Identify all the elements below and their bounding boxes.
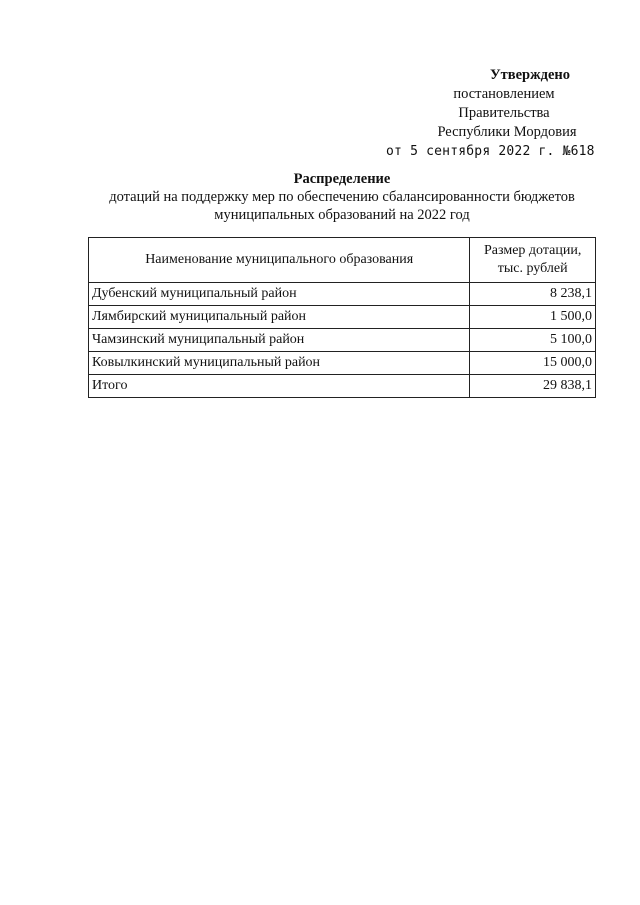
total-amount: 29 838,1	[470, 375, 596, 398]
row-municipality: Лямбирский муниципальный район	[89, 306, 470, 329]
row-municipality: Чамзинский муниципальный район	[89, 329, 470, 352]
table-row	[89, 283, 596, 306]
row-municipality: Дубенский муниципальный район	[89, 283, 470, 306]
approval-title: Утверждено	[490, 67, 570, 83]
total-label: Итого	[89, 375, 470, 398]
header-amount	[470, 238, 596, 283]
table-row	[89, 306, 596, 329]
table-row	[89, 329, 596, 352]
header-amount-line-2: тыс. рублей	[497, 261, 568, 276]
header-municipality: Наименование муниципального образования	[89, 238, 470, 283]
approval-stamp	[372, 66, 602, 161]
row-amount: 8 238,1	[470, 283, 596, 306]
table-total-row	[89, 375, 596, 398]
approval-date-number: от 5 сентября 2022 г. №618	[386, 144, 595, 159]
document-heading	[88, 170, 596, 224]
approval-line-1: постановлением Правительства	[453, 86, 555, 121]
table-header-row	[89, 238, 596, 283]
table-row	[89, 352, 596, 375]
row-amount: 1 500,0	[470, 306, 596, 329]
row-amount: 5 100,0	[470, 329, 596, 352]
document-subtitle-line-2: муниципальных образований на 2022 год	[214, 207, 470, 223]
document-title: Распределение	[293, 171, 391, 187]
row-amount: 15 000,0	[470, 352, 596, 375]
approval-line-2: Республики Мордовия	[437, 124, 577, 140]
row-municipality: Ковылкинский муниципальный район	[89, 352, 470, 375]
header-amount-line-1: Размер дотации,	[484, 243, 582, 258]
distribution-table	[88, 237, 596, 398]
document-subtitle-line-1: дотаций на поддержку мер по обеспечению сбалансированности бюджетов	[109, 189, 575, 205]
